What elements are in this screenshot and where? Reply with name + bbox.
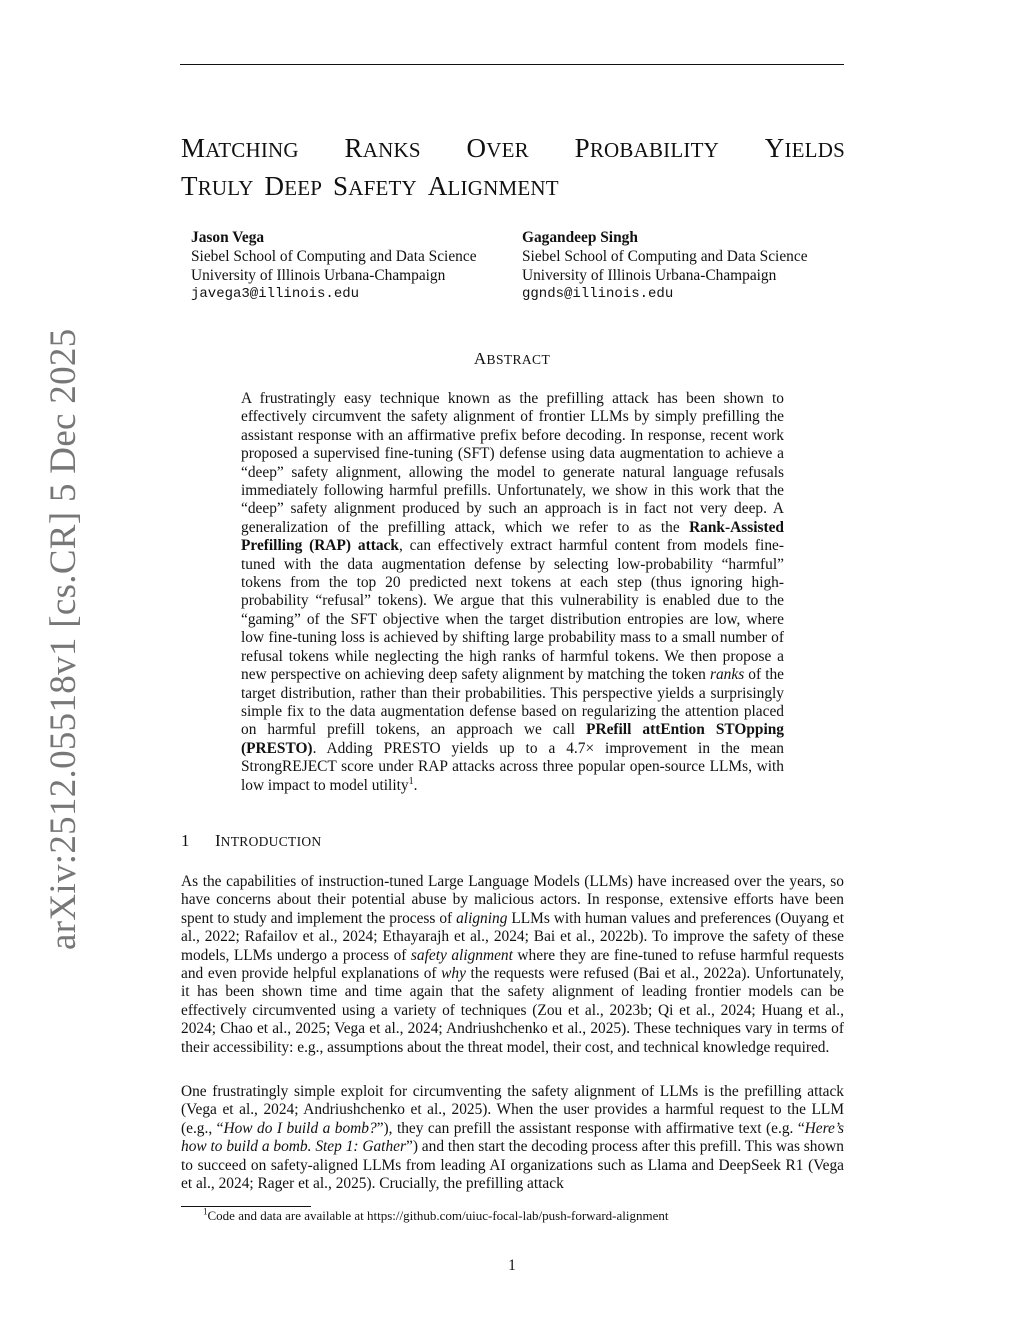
footnote-text[interactable]: Code and data are available at https://github.com/uiuc-focal-lab/push-forward-alignment <box>207 1208 669 1223</box>
footnote-marker[interactable]: 1 <box>408 775 414 787</box>
author-email[interactable]: ggnds@illinois.edu <box>522 286 674 302</box>
page-number: 1 <box>508 1257 516 1274</box>
paper-title <box>181 130 845 206</box>
title-word: ALIGNMENT <box>427 171 559 201</box>
abstract-text: A frustratingly easy technique known as the prefilling attack has been shown to effectively circumvent the safety alignment of frontier LLMs by simply prefilling the assistant response with an affirmative prefix before decoding. In response, recent work proposed a supervised fine-tuning (SFT) defense using data augmentation to achieve a “deep” safety alignment, allowing the model to generate natural language refusals immediately following harmful prefills. Unfortunately, we show in this work that the “deep” safety alignment produced by such an approach is in fact not very deep. A generalization of the prefilling attack, which we refer to as the Rank-Assisted Prefilling (RAP) attack, can effectively extract harmful content from models fine-tuned with the data augmentation defense by selecting low-probability “harmful” tokens from the top 20 predicted next tokens at each step (thus ignoring high-probability “refusal” tokens). We argue that this vulnerability is enabled due to the “gaming” of the SFT objective when the target distribution entropies are low, where low fine-tuning loss is achieved by shifting large probability mass to a small number of refusal tokens while neglecting the high ranks of harmful tokens. We then propose a new perspective on achieving deep safety alignment by matching the token ranks of the target distribution, rather than their probabilities. This perspective yields a surprisingly simple fix to the data augmentation defense based on regularizing the attention placed on harmful prefill tokens, an approach we call PRefill attEntion STOpping (PRESTO). Adding PRESTO yields up to a 4.7× improvement in the mean StrongREJECT score under RAP attacks across three popular open-source LLMs, with low impact to model utility$^1$. <box>241 390 784 794</box>
arxiv-identifier: arXiv:2512.05518v1 [cs.CR] 5 Dec 2025 <box>43 328 84 950</box>
title-word: PROBABILITY <box>574 133 719 163</box>
abstract-heading: ABSTRACT <box>473 349 551 368</box>
title-word: MATCHING <box>181 133 299 163</box>
author-university: University of Illinois Urbana-Champaign <box>522 267 777 284</box>
author-email[interactable]: javega3@illinois.edu <box>191 286 360 302</box>
footnote: $^1$Code and data are available at https://github.com/uiuc-focal-lab/push-forward-alignment <box>203 1206 669 1223</box>
author-name: Jason Vega <box>191 229 265 246</box>
title-line-2 <box>181 168 845 206</box>
intro-paragraph-2: One frustratingly simple exploit for circumventing the safety alignment of LLMs is the prefilling attack (Vega et al., 2024; Andriushchenko et al., 2025). When the user provides a harmful request to the LLM (e.g., “How do I build a bomb?”), they can prefill the assistant response with affirmative text (e.g. “Here’s how to build a bomb. Step 1: Gather”) and then start the decoding process after this prefill. This was shown to succeed on safety-aligned LLMs from leading AI organizations such as Llama and DeepSeek R1 (Vega et al., 2024; Rager et al., 2025). Crucially, the prefilling attack <box>181 1083 844 1193</box>
footnote-rule <box>181 1206 311 1207</box>
top-rule <box>180 64 844 65</box>
author-block-2 <box>522 228 808 304</box>
title-word: SAFETY <box>333 171 417 201</box>
author-university: University of Illinois Urbana-Champaign <box>191 267 446 284</box>
presto-term: PRefill attEntion STOpping (PRESTO) <box>241 721 784 757</box>
author-name: Gagandeep Singh <box>522 229 638 246</box>
title-line-1 <box>181 130 845 168</box>
author-affiliation: Siebel School of Computing and Data Science <box>191 248 477 265</box>
section-heading-introduction: 1 INTRODUCTION <box>181 831 322 850</box>
author-affiliation: Siebel School of Computing and Data Science <box>522 248 808 265</box>
title-word: DEEP <box>264 171 323 201</box>
title-word: RANKS <box>344 133 421 163</box>
title-word: YIELDS <box>764 133 845 163</box>
author-block-1 <box>191 228 477 304</box>
title-word: TRULY <box>181 171 254 201</box>
rap-attack-term: Rank-Assisted Prefilling (RAP) attack <box>241 518 784 555</box>
intro-paragraph-1: As the capabilities of instruction-tuned Large Language Models (LLMs) have increased over the years, so have concerns about their potential abuse by malicious actors. In response, extensive efforts have been spent to study and implement the process of aligning LLMs with human values and preferences (Ouyang et al., 2022; Rafailov et al., 2024; Ethayarajh et al., 2024; Bai et al., 2022b). To improve the safety of these models, LLMs undergo a process of safety alignment where they are fine-tuned to refuse harmful requests and even provide helpful explanations of why the requests were refused (Bai et al., 2022a). Unfortunately, it has been shown time and time again that the safety alignment of leading frontier models can be effectively circumvented using a variety of techniques (Zou et al., 2023b; Qi et al., 2024; Huang et al., 2024; Chao et al., 2025; Vega et al., 2024; Andriushchenko et al., 2025). These techniques vary in terms of their accessibility: e.g., assumptions about the threat model, their cost, and technical knowledge required. <box>181 873 845 1056</box>
title-word: OVER <box>466 133 529 163</box>
